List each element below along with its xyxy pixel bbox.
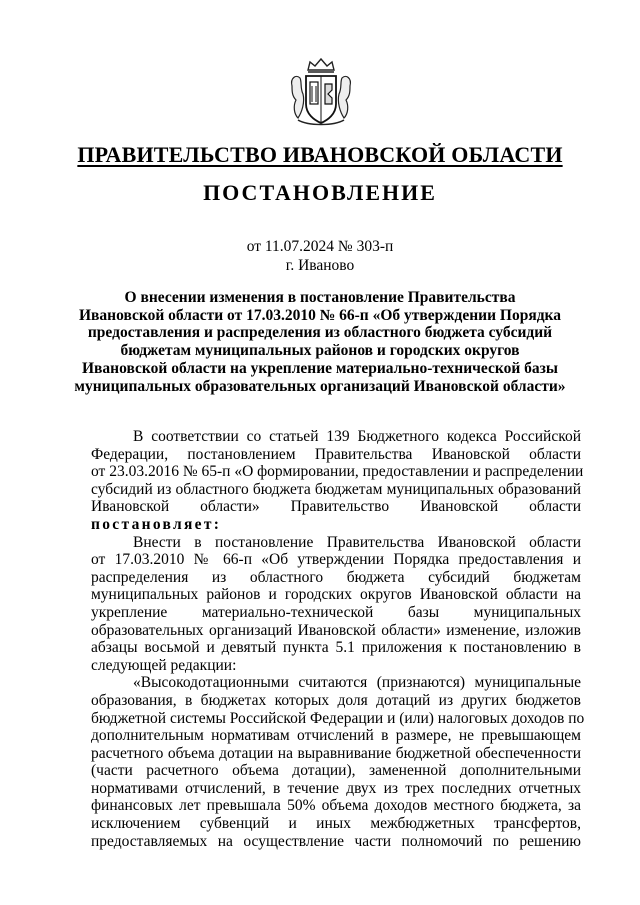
title-line: муниципальных образовательных организаций Ивановской области»: [74, 377, 566, 395]
body-line: абзацы восьмой и девятый пункта 5.1 приложения к постановлению в: [91, 639, 581, 657]
body-line: дополнительным нормативам отчислений в размере, не превышающем: [91, 727, 581, 745]
document-city: г. Иваново: [285, 257, 355, 274]
body-line: от 17.03.2010 № 66-п «Об утверждении Порядка предоставления и: [91, 551, 581, 569]
document-title: [70, 289, 570, 395]
body-line: распределения из областного бюджета субсидий бюджетам: [91, 568, 581, 586]
title-line: предоставления и распределения из областного бюджета субсидий: [87, 324, 553, 342]
body-line: муниципальных районов и городских округов Ивановской области на: [91, 586, 581, 604]
body-line: следующей редакции:: [91, 656, 237, 674]
body-line: Внести в постановление Правительства Ивановской области: [133, 533, 581, 551]
document-body: [91, 428, 585, 850]
body-line: укрепление материально-технической базы муниципальных: [91, 603, 581, 621]
body-line: расчетного объема дотации на выравнивание бюджетной обеспеченности: [91, 744, 581, 762]
body-line: бюджетной системы Российской Федерации и (или) налоговых доходов по: [91, 709, 585, 727]
body-line: Ивановской области» Правительство Ивановской области: [91, 498, 581, 516]
title-line: О внесении изменения в постановление Правительства: [124, 289, 516, 306]
title-line: бюджетам муниципальных районов и городских округов: [120, 342, 520, 360]
document-date-number: от 11.07.2024 № 303-п: [246, 238, 394, 255]
title-line: Ивановской области от 17.03.2010 № 66-п «Об утверждении Порядка: [78, 306, 562, 324]
body-line: В соответствии со статьей 139 Бюджетного кодекса Российской: [133, 428, 581, 445]
body-line: образования, в бюджетах которых доля дотаций из других бюджетов: [91, 691, 581, 709]
organization-name: ПРАВИТЕЛЬСТВО ИВАНОВСКОЙ ОБЛАСТИ: [77, 142, 563, 167]
decree-word: постановляет:: [91, 515, 222, 533]
body-line: «Высокодотационными считаются (признаются) муниципальные: [133, 674, 581, 692]
body-line: нормативами отчислений, в течение двух из трех последних отчетных: [91, 779, 581, 797]
body-line: от 23.03.2016 № 65-п «О формировании, предоставлении и распределении: [91, 463, 584, 481]
body-line: предоставляемых на осуществление части полномочий по решению: [91, 832, 581, 850]
body-line: Федерации, постановлением Правительства Ивановской области: [91, 445, 581, 463]
body-line: (части расчетного объема дотации), замененной дополнительными: [91, 762, 581, 780]
body-line: образовательных организаций Ивановской области» изменение, изложив: [91, 621, 581, 639]
document-type: ПОСТАНОВЛЕНИЕ: [203, 180, 437, 205]
body-line: финансовых лет превышала 50% объема доходов местного бюджета, за: [91, 797, 581, 815]
body-line: исключением субвенций и иных межбюджетных трансфертов,: [91, 815, 581, 833]
coat-of-arms-emblem: [288, 56, 354, 128]
title-line: Ивановской области на укрепление материально-технической базы: [82, 359, 558, 377]
body-line: субсидий из областного бюджета бюджетам муниципальных образований: [91, 480, 581, 498]
